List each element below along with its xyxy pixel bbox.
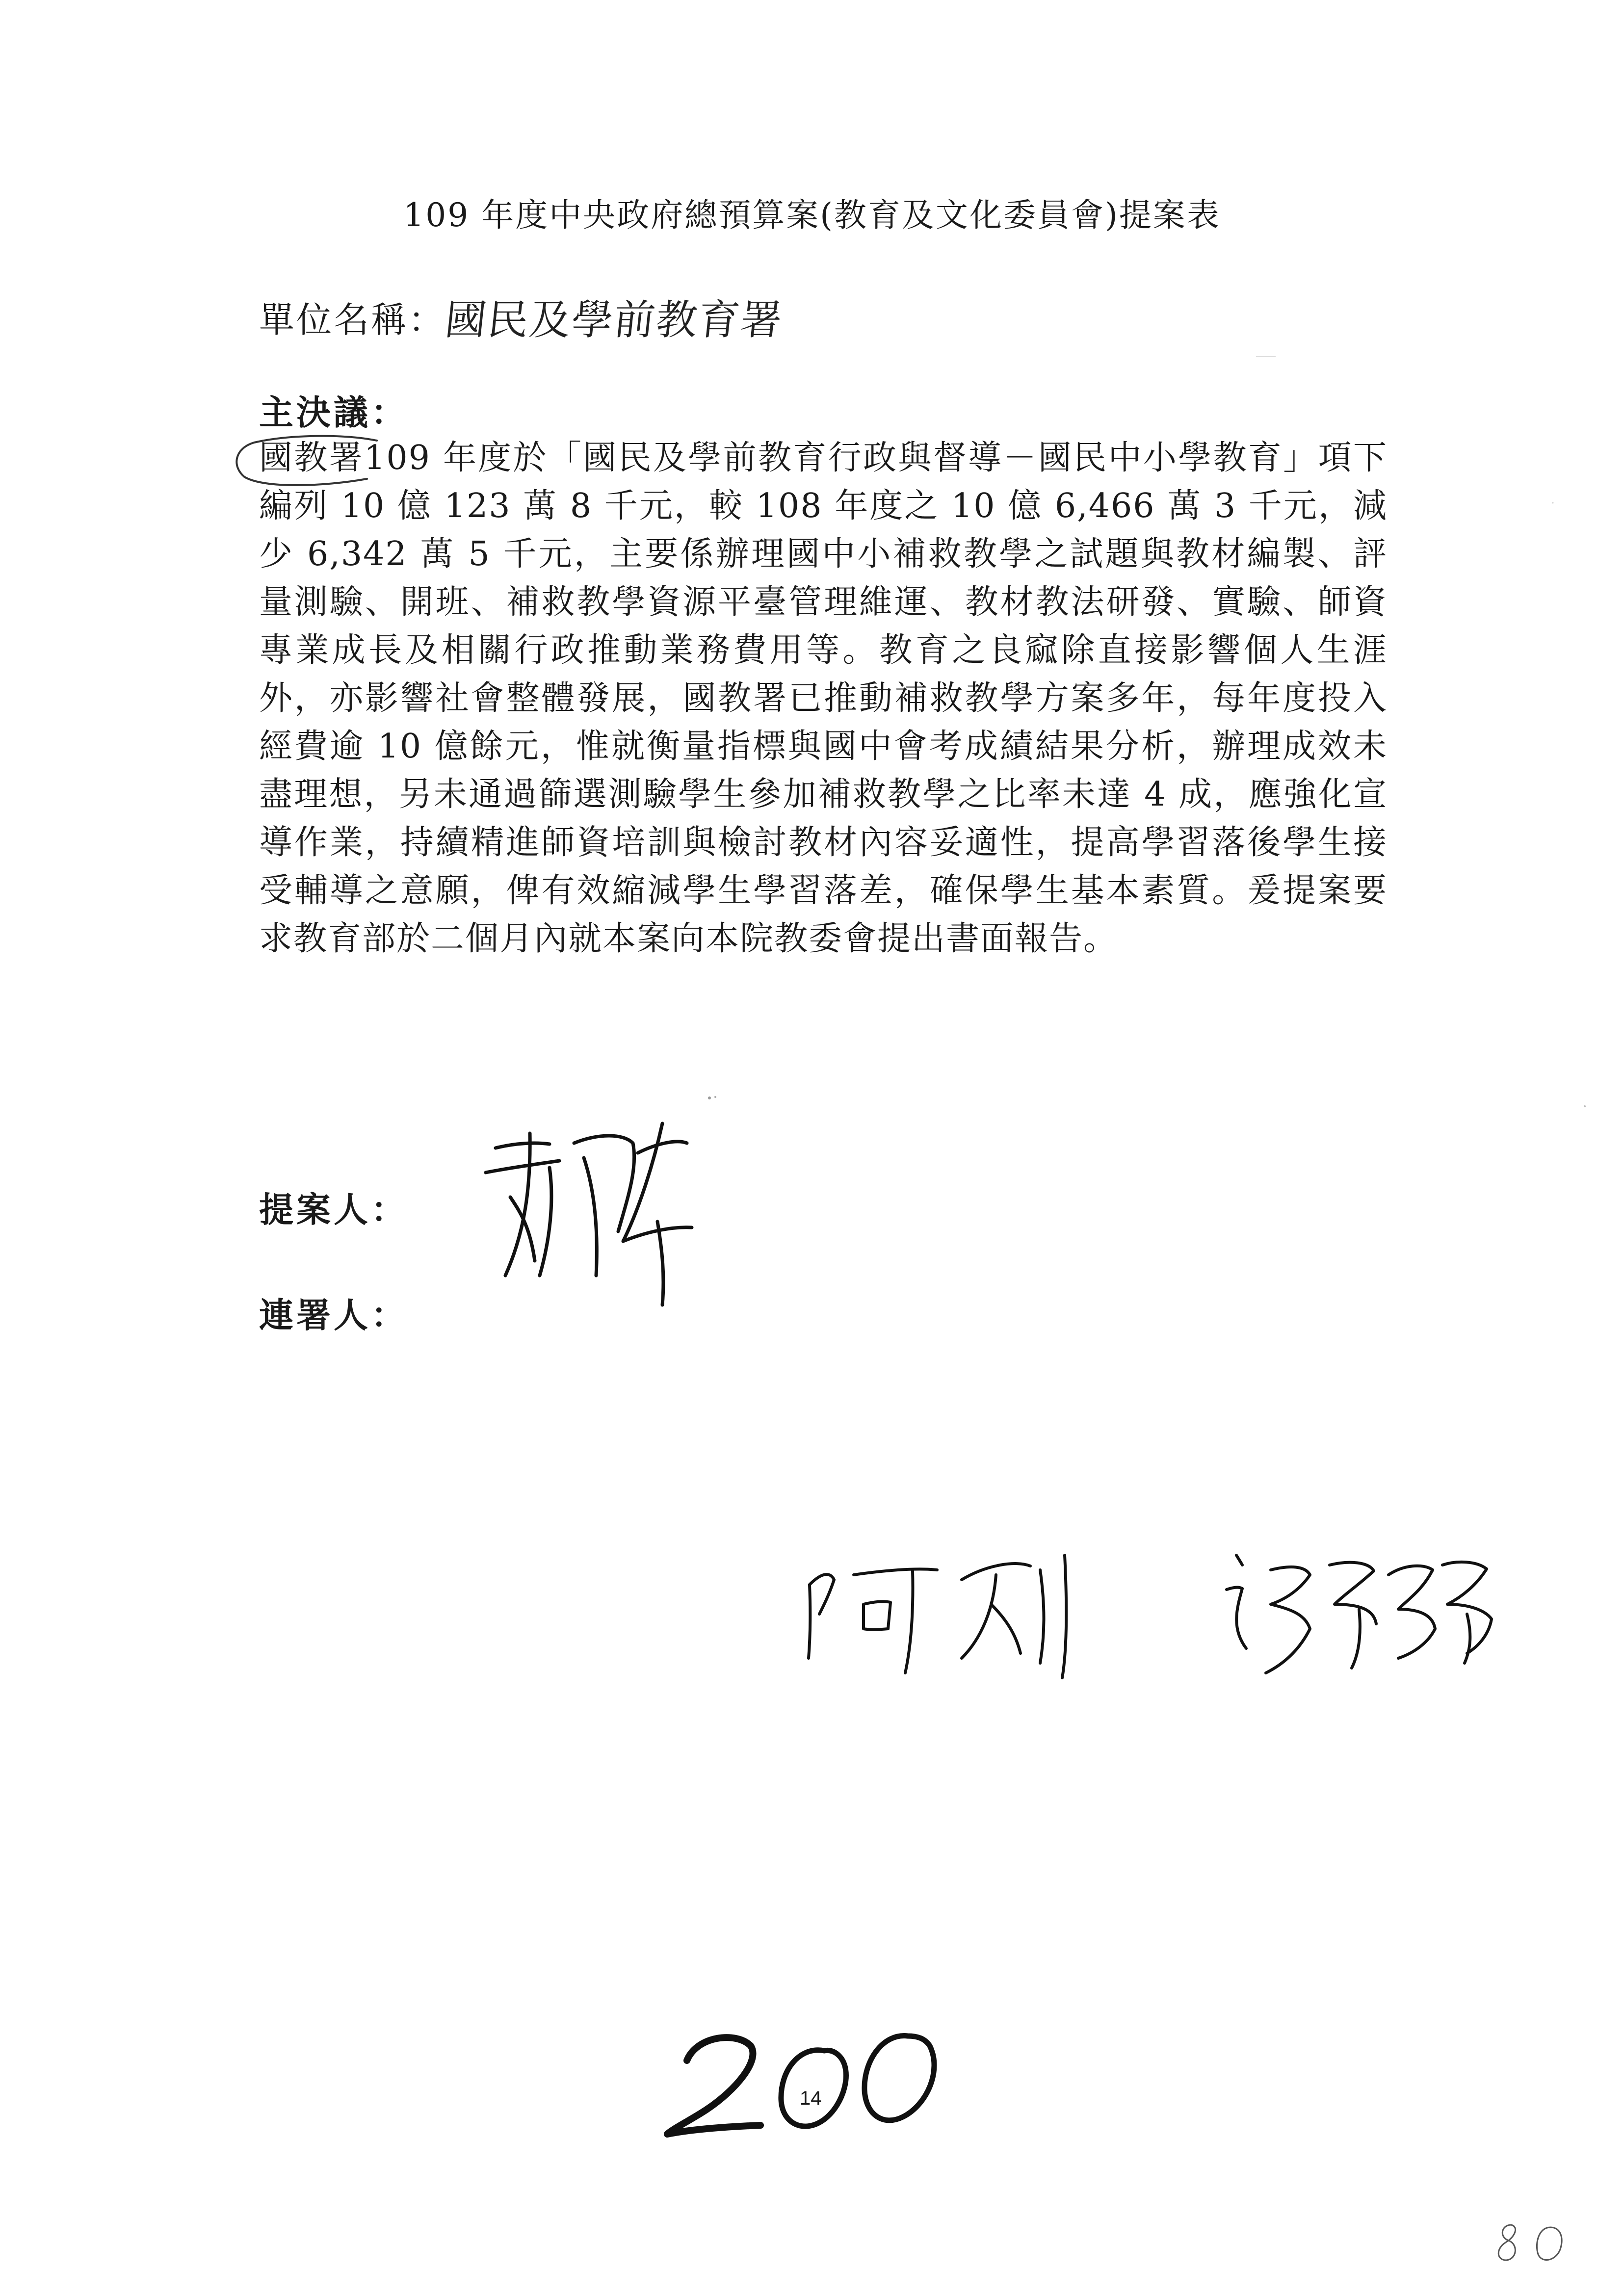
proposer-signature xyxy=(476,1114,702,1320)
proposer-label: 提案人： xyxy=(259,1189,408,1230)
scan-speck xyxy=(1580,1101,1590,1111)
unit-label: 單位名稱： xyxy=(259,299,446,340)
page-number: 14 xyxy=(800,2087,822,2109)
resolution-heading: 主決議： xyxy=(259,392,408,433)
cosigner-label: 連署人： xyxy=(259,1295,408,1335)
handwritten-corner-number xyxy=(1492,2215,1580,2269)
scan-speck xyxy=(706,1093,720,1103)
unit-name: 國民及學前教育署 xyxy=(443,296,786,344)
cosigner-signature-2 xyxy=(1212,1536,1516,1683)
scan-speck xyxy=(1256,354,1276,359)
cosigner-signature-1 xyxy=(800,1536,1094,1683)
handwritten-total xyxy=(653,2016,947,2144)
document-title: 109 年度中央政府總預算案(教育及文化委員會)提案表 xyxy=(403,196,1221,234)
scan-speck xyxy=(1550,500,1555,505)
unit-row xyxy=(259,287,786,346)
resolution-body: 國教署109 年度於「國民及學前教育行政與督導－國民中小學教育」項下編列 10 億 123 萬 8 千元，較 108 年度之 10 億 6,466 萬 3 千元，減少 6,342 萬 5 千元，主要係辦理國中小補救教學之試題與教材編製、評量測驗、開班、補救教學資源平臺管理維運、教材教法研發、實驗、師資專業成長及相關行政推動業務費用等。教育之良窳除直接影響個人生涯外，亦影響社會整體發展，國教署已推動補救教學方案多年，每年度投入經費逾 10 億餘元，惟就衡量指標與國中會考成績結果分析，辦理成效未盡理想，另未通過篩選測驗學生參加補救教學之比率未達 4 成，應強化宣導作業，持續精進師資培訓與檢討教材內容妥適性，提高學習落後學生接受輔導之意願，俾有效縮減學生學習落差，確保學生基本素質。爰提案要求教育部於二個月內就本案向本院教委會提出書面報告。 xyxy=(259,439,1388,958)
